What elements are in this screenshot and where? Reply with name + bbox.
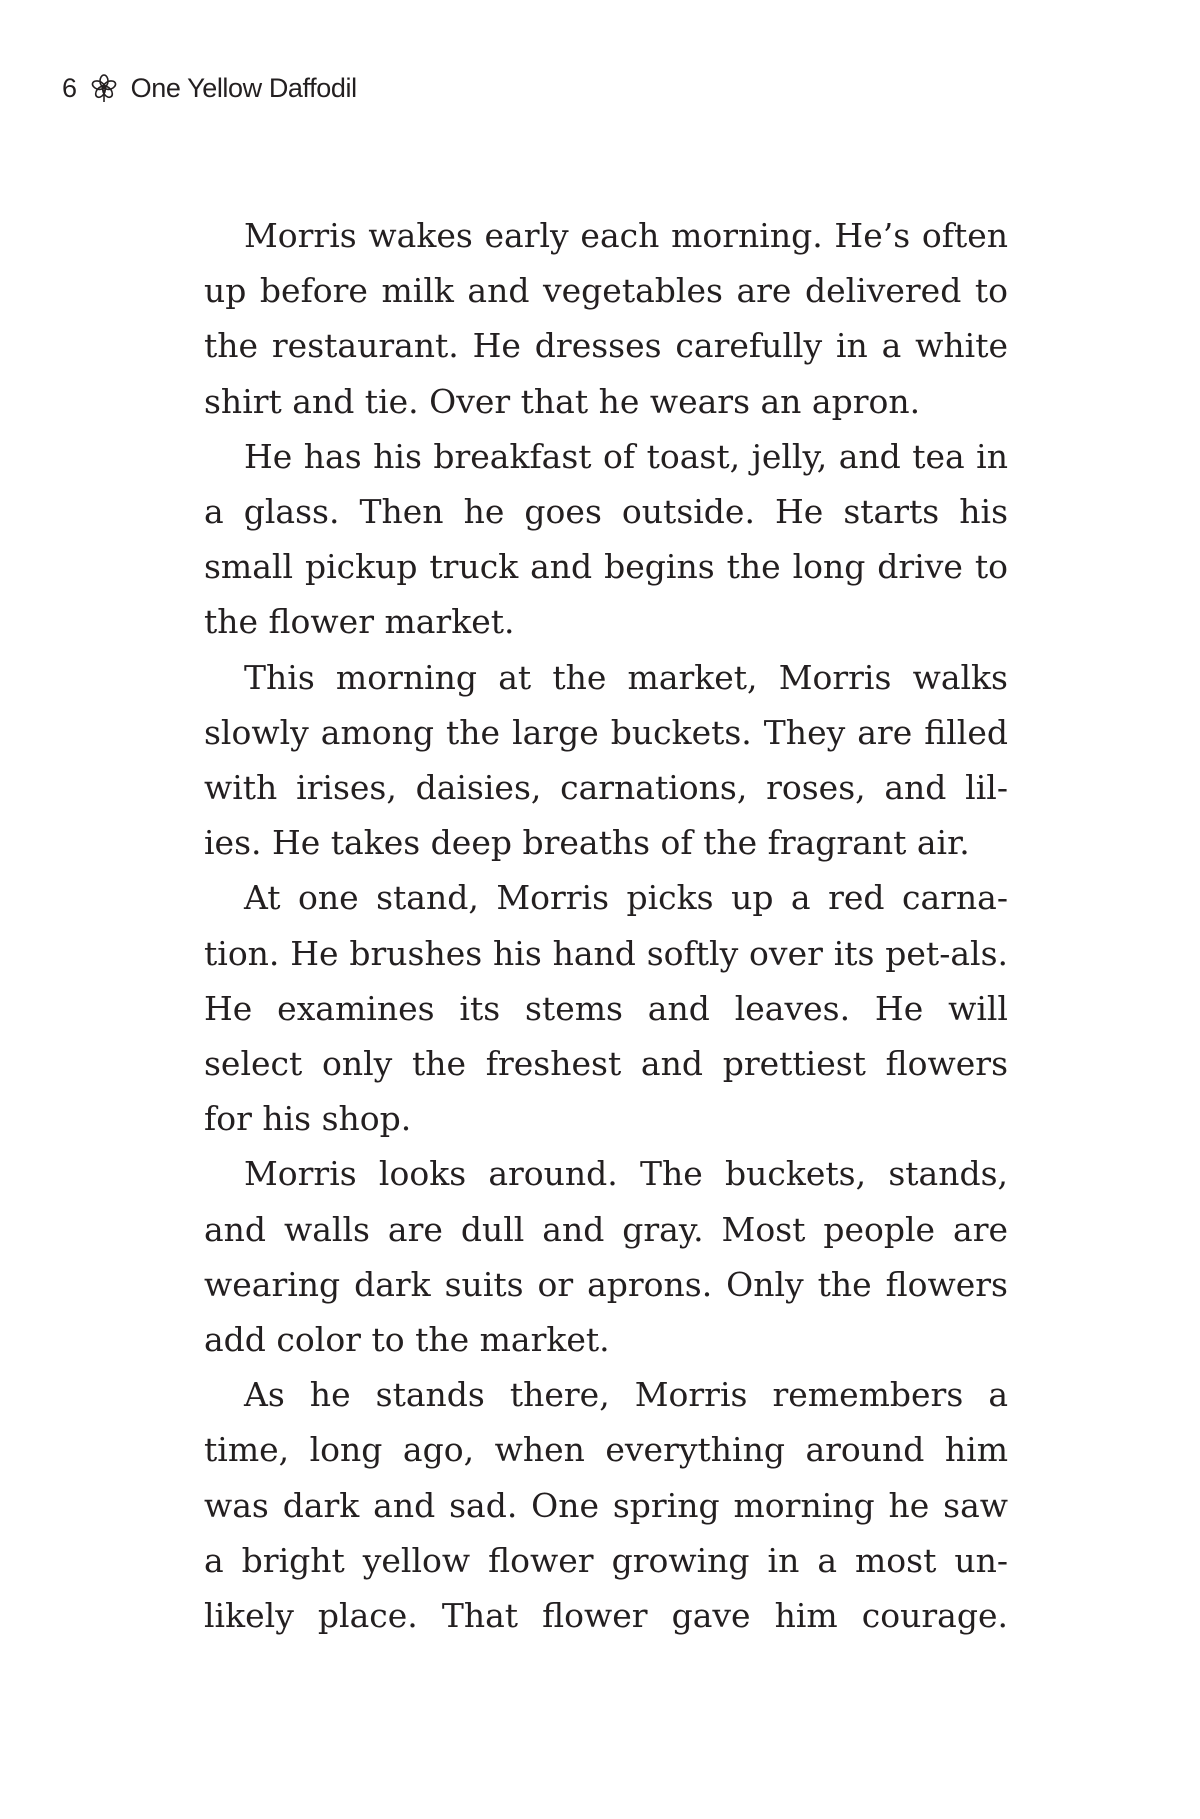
body-text xyxy=(204,208,1008,1643)
book-title: One Yellow Daffodil xyxy=(130,72,357,103)
paragraph: As he stands there, Morris remembers a time, long ago, when everything around him was dark and sad. One spring morning he saw a bright yellow flower growing in a most un-likely place. That flower gave him courage. xyxy=(204,1375,1008,1636)
paragraph: He has his breakfast of toast, jelly, and tea in a glass. Then he goes outside. He starts his small pickup truck and begins the long drive to the flower market. xyxy=(204,436,1008,642)
paragraph: At one stand, Morris picks up a red carna-tion. He brushes his hand softly over its pet-als. He examines its stems and leaves. He will select only the freshest and prettiest flowers for his shop. xyxy=(204,878,1008,1139)
paragraph: This morning at the market, Morris walks slowly among the large buckets. They are filled with irises, daisies, carnations, roses, and lil-ies. He takes deep breaths of the fragrant air. xyxy=(204,657,1008,863)
paragraph: Morris wakes early each morning. He’s often up before milk and vegetables are delivered to the restaurant. He dresses carefully in a white shirt and tie. Over that he wears an apron. xyxy=(204,216,1008,421)
paragraph: Morris looks around. The buckets, stands, and walls are dull and gray. Most people are wearing dark suits or aprons. Only the flowers add color to the market. xyxy=(204,1154,1008,1360)
flower-icon xyxy=(89,73,119,103)
running-head xyxy=(62,68,357,108)
page-number: 6 xyxy=(62,72,77,103)
